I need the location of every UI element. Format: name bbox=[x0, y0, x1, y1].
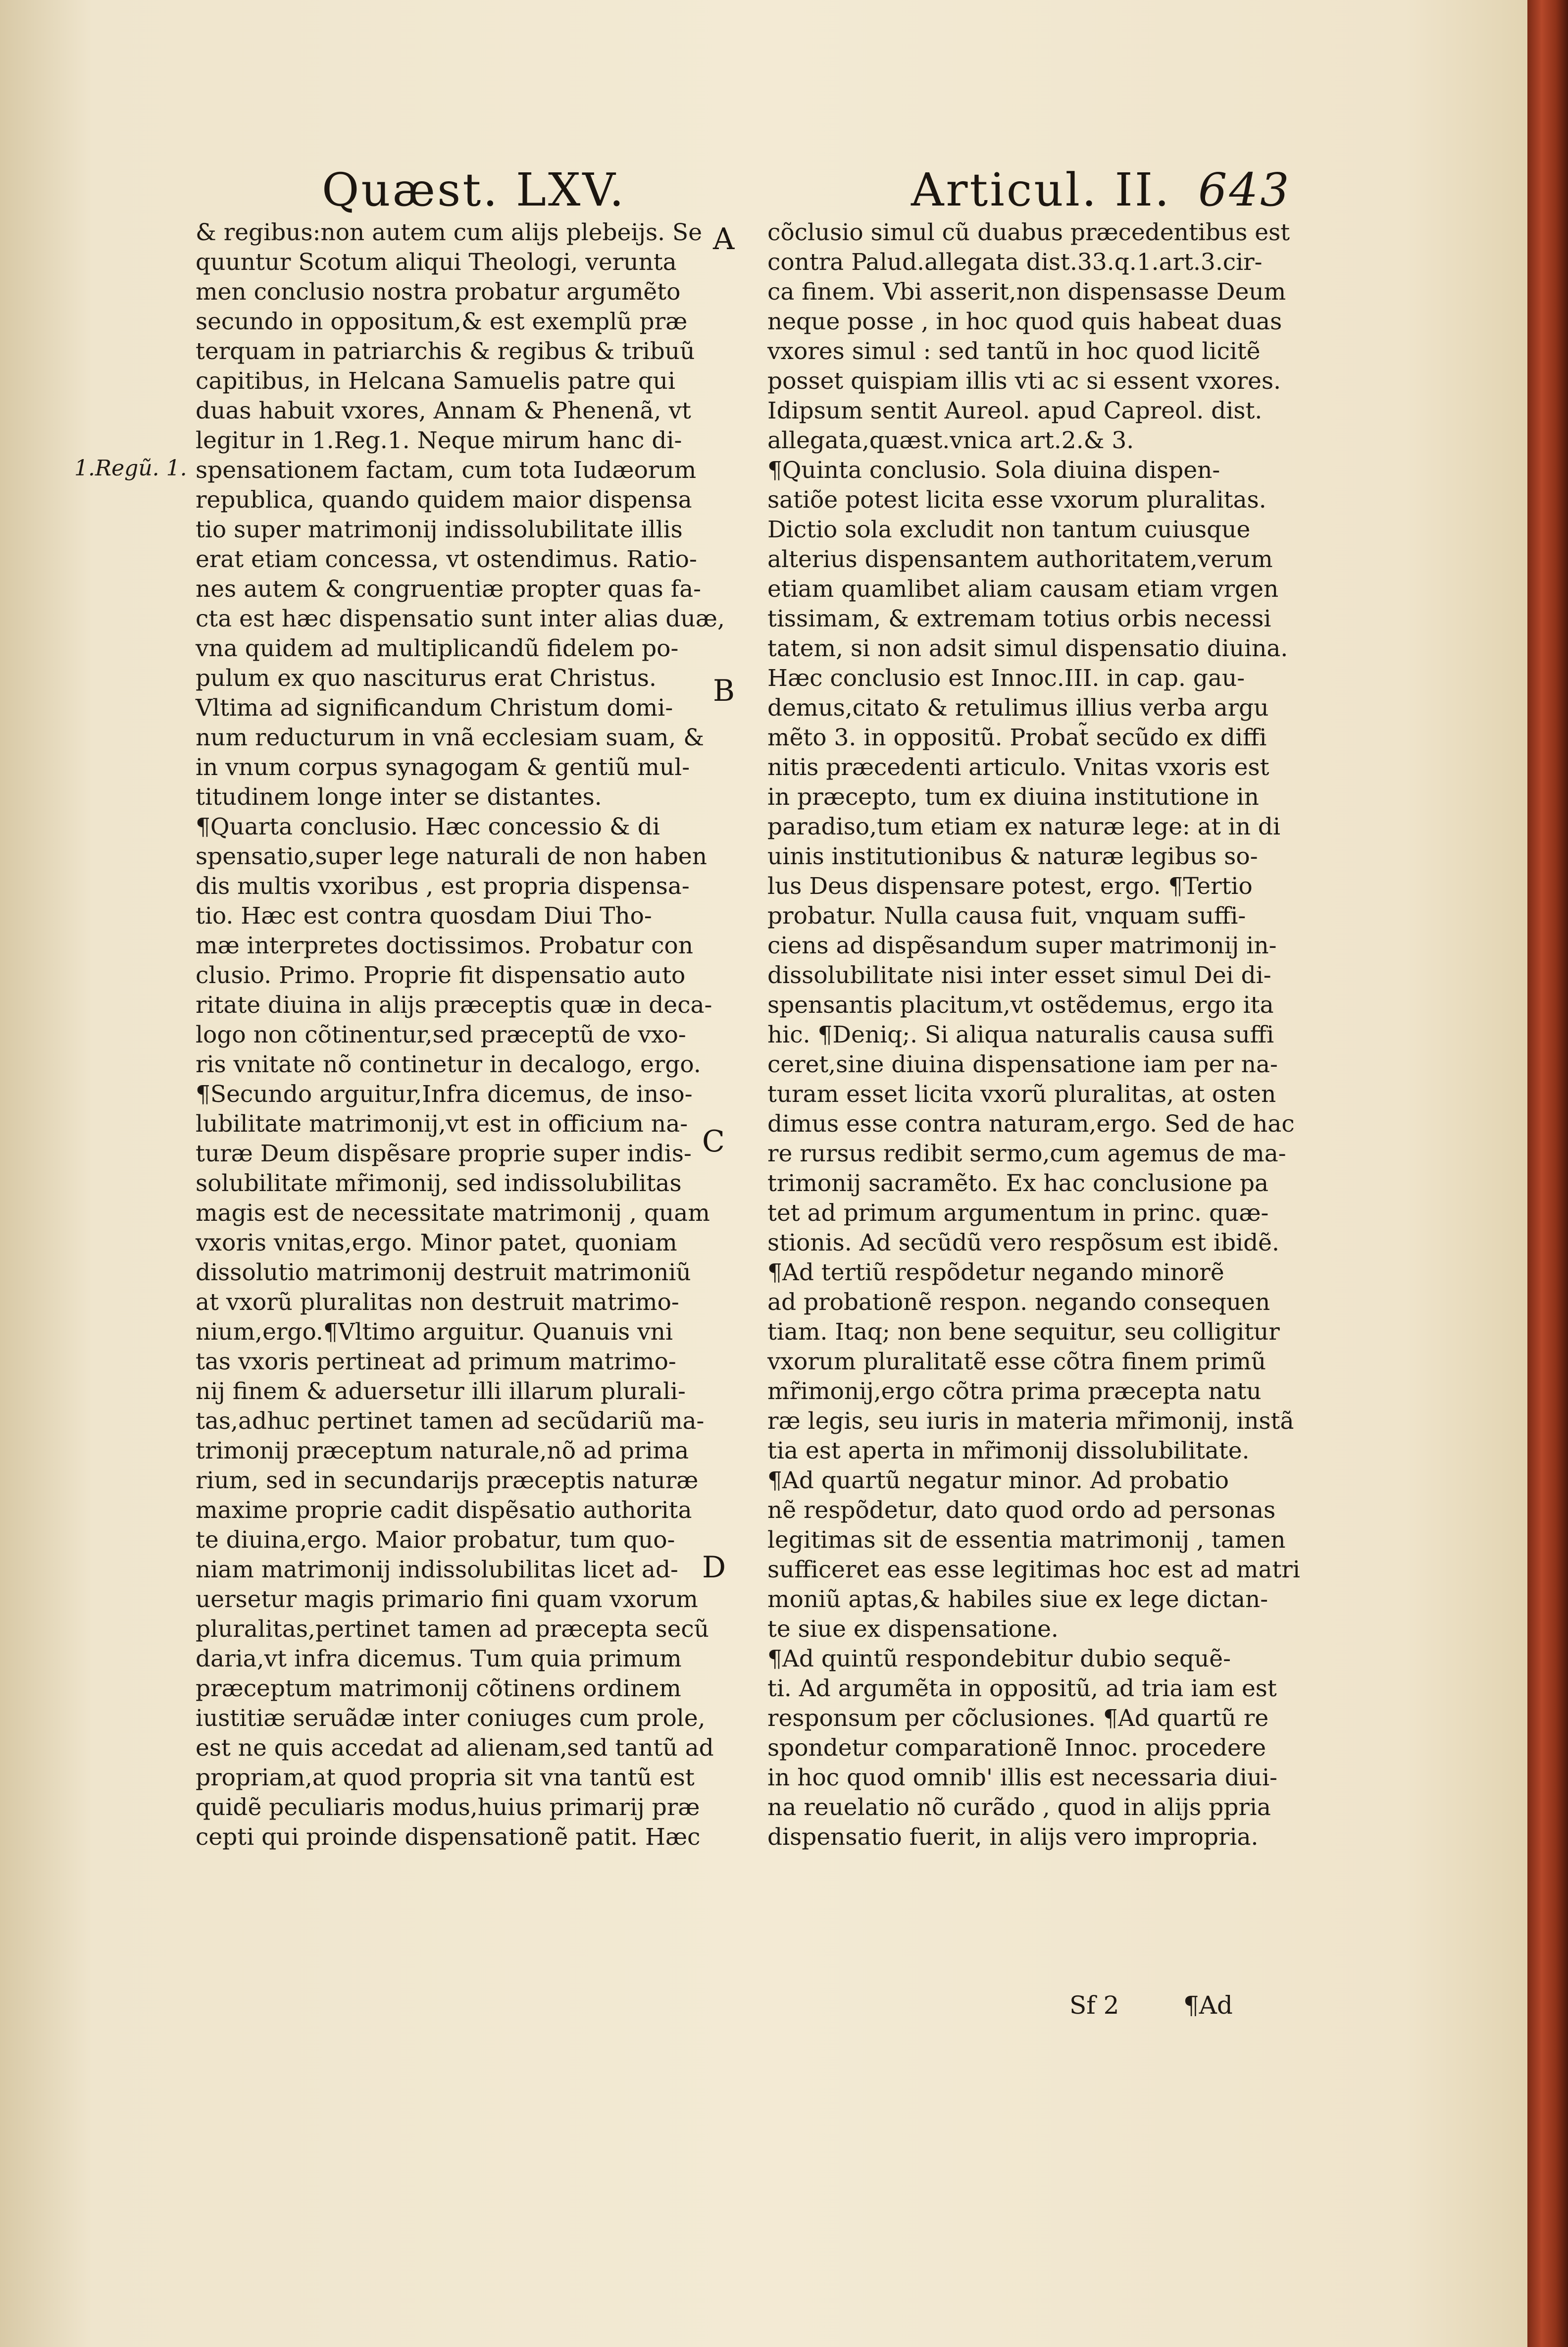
section-marker-b: B bbox=[713, 674, 735, 708]
text-line: terquam in patriarchis & regibus & tribuũ bbox=[196, 338, 695, 365]
text-line: capitibus, in Helcana Samuelis patre qui bbox=[196, 367, 675, 395]
catchword: ¶Ad bbox=[1183, 1991, 1233, 2020]
text-line: iustitiæ seruãdæ inter coniuges cum prole, bbox=[196, 1705, 706, 1732]
text-line: nium,ergo.¶Vltimo arguitur. Quanuis vni bbox=[196, 1318, 673, 1346]
text-line: clusio. Primo. Proprie fit dispensatio auto bbox=[196, 962, 686, 989]
text-line: vxores simul : sed tantũ in hoc quod licitẽ bbox=[767, 338, 1261, 365]
text-line: cepti qui proinde dispensationẽ patit. Hæc bbox=[196, 1824, 701, 1851]
text-line: solubilitate mr̃imonij, sed indissolubilitas bbox=[196, 1170, 682, 1197]
text-line: dis multis vxoribus , est propria dispensa- bbox=[196, 873, 690, 900]
text-line: na reuelatio nõ curãdo , quod in alijs ppria bbox=[767, 1794, 1271, 1821]
text-line: hic. ¶Deniq;. Si aliqua naturalis causa suffi bbox=[767, 1021, 1274, 1048]
text-line: responsum per cõclusiones. ¶Ad quartũ re bbox=[767, 1705, 1269, 1732]
text-line: re rursus redibit sermo,cum agemus de ma- bbox=[767, 1140, 1286, 1167]
text-line: tissimam, & extremam totius orbis necessi bbox=[767, 605, 1271, 632]
text-line: nẽ respõdetur, dato quod ordo ad personas bbox=[767, 1497, 1276, 1524]
text-line: uersetur magis primario fini quam vxorum bbox=[196, 1586, 698, 1613]
text-line: mæ interpretes doctissimos. Probatur con bbox=[196, 932, 693, 959]
text-line: trimonij præceptum naturale,nõ ad prima bbox=[196, 1437, 689, 1464]
page-number: 643 bbox=[1198, 163, 1291, 216]
text-line: ris vnitate nõ continetur in decalogo, ergo. bbox=[196, 1051, 701, 1078]
text-line: neque posse , in hoc quod quis habeat duas bbox=[767, 308, 1282, 335]
text-line: in hoc quod omnib' illis est necessaria diui- bbox=[767, 1764, 1278, 1791]
text-line: contra Palud.allegata dist.33.q.1.art.3.cir- bbox=[767, 249, 1263, 276]
text-line: est ne quis accedat ad alienam,sed tantũ ad bbox=[196, 1734, 714, 1762]
text-line: dissolutio matrimonij destruit matrimoniũ bbox=[196, 1259, 691, 1286]
text-line: stionis. Ad secũdũ vero respõsum est ibidẽ. bbox=[767, 1229, 1279, 1256]
text-line: logo non cõtinentur,sed præceptũ de vxo- bbox=[196, 1021, 686, 1048]
text-line: moniũ aptas,& habiles siue ex lege dictan- bbox=[767, 1586, 1268, 1613]
text-line: quidẽ peculiaris modus,huius primarij præ bbox=[196, 1794, 700, 1821]
text-line: legitimas sit de essentia matrimonij , tamen bbox=[767, 1526, 1286, 1554]
text-line: mẽto 3. in oppositũ. Probat̃ secũdo ex diffi bbox=[767, 724, 1267, 751]
text-line: etiam quamlibet aliam causam etiam vrgen bbox=[767, 575, 1279, 603]
signature-mark: Sf 2 bbox=[1069, 1991, 1119, 2020]
text-line: maxime proprie cadit dispẽsatio authorita bbox=[196, 1497, 692, 1524]
text-line: turæ Deum dispẽsare proprie super indis- bbox=[196, 1140, 692, 1167]
text-line: ritate diuina in alijs præceptis quæ in deca- bbox=[196, 991, 712, 1019]
text-line: uinis institutionibus & naturæ legibus so- bbox=[767, 843, 1258, 870]
running-header-question: Quæst. LXV. bbox=[322, 163, 626, 216]
text-line: ad probationẽ respon. negando consequen bbox=[767, 1289, 1270, 1316]
text-line: tia est aperta in mr̃imonij dissolubilitate. bbox=[767, 1437, 1250, 1464]
text-line: spondetur comparationẽ Innoc. procedere bbox=[767, 1734, 1266, 1762]
text-line: at vxorũ pluralitas non destruit matrimo- bbox=[196, 1289, 679, 1316]
text-line: tiam. Itaq; non bene sequitur, seu colligitur bbox=[767, 1318, 1280, 1346]
text-line: pluralitas,pertinet tamen ad præcepta secũ bbox=[196, 1616, 709, 1643]
text-line: ¶Quinta conclusio. Sola diuina dispen- bbox=[767, 457, 1220, 484]
text-line: in vnum corpus synagogam & gentiũ mul- bbox=[196, 754, 690, 781]
text-line: dispensatio fuerit, in alijs vero impropria. bbox=[767, 1824, 1259, 1851]
text-line: ¶Ad quintũ respondebitur dubio sequẽ- bbox=[767, 1645, 1231, 1672]
text-line: Vltima ad significandum Christum domi- bbox=[196, 694, 673, 722]
text-line: ¶Ad tertiũ respõdetur negando minorẽ bbox=[767, 1259, 1224, 1286]
text-line: satiõe potest licita esse vxorum pluralitas. bbox=[767, 486, 1266, 514]
text-line: titudinem longe inter se distantes. bbox=[196, 783, 602, 811]
section-marker-c: C bbox=[702, 1124, 725, 1159]
section-marker-a: A bbox=[713, 222, 735, 257]
text-line: pulum ex quo nasciturus erat Christus. bbox=[196, 665, 657, 692]
text-line: ca finem. Vbi asserit,non dispensasse Deum bbox=[767, 278, 1286, 306]
text-line: posset quispiam illis vti ac si essent vxores. bbox=[767, 367, 1281, 395]
text-line: ciens ad dispẽsandum super matrimonij in- bbox=[767, 932, 1277, 959]
page-edge-red bbox=[1527, 0, 1568, 2347]
text-line: in præcepto, tum ex diuina institutione in bbox=[767, 783, 1259, 811]
text-line: rium, sed in secundarijs præceptis naturæ bbox=[196, 1467, 699, 1494]
text-line: ræ legis, seu iuris in materia mr̃imonij, instã bbox=[767, 1408, 1294, 1435]
text-line: cõclusio simul cũ duabus præcedentibus est bbox=[767, 219, 1290, 246]
text-line: secundo in oppositum,& est exemplũ præ bbox=[196, 308, 688, 335]
section-marker-d: D bbox=[702, 1550, 726, 1585]
text-line: tet ad primum argumentum in princ. quæ- bbox=[767, 1200, 1269, 1227]
margin-citation: 1.Regũ. 1. bbox=[74, 456, 187, 481]
text-line: turam esset licita vxorũ pluralitas, at osten bbox=[767, 1081, 1276, 1108]
text-line: nitis præcedenti articulo. Vnitas vxoris est bbox=[767, 754, 1269, 781]
text-line: nij finem & aduersetur illi illarum plurali- bbox=[196, 1378, 686, 1405]
text-line: ¶Quarta conclusio. Hæc concessio & di bbox=[196, 813, 660, 840]
text-line: spensantis placitum,vt ostẽdemus, ergo ita bbox=[767, 991, 1274, 1019]
text-line: trimonij sacramẽto. Ex hac conclusione pa bbox=[767, 1170, 1269, 1197]
text-line: tio super matrimonij indissolubilitate illis bbox=[196, 516, 683, 543]
text-line: lubilitate matrimonij,vt est in officium na- bbox=[196, 1110, 688, 1138]
text-line: daria,vt infra dicemus. Tum quia primum bbox=[196, 1645, 682, 1672]
text-line: paradiso,tum etiam ex naturæ lege: at in di bbox=[767, 813, 1281, 840]
text-line: nes autem & congruentiæ propter quas fa- bbox=[196, 575, 702, 603]
text-line: men conclusio nostra probatur argumẽto bbox=[196, 278, 681, 306]
text-line: ¶Ad quartũ negatur minor. Ad probatio bbox=[767, 1467, 1229, 1494]
text-line: ti. Ad argumẽta in oppositũ, ad tria iam est bbox=[767, 1675, 1277, 1702]
text-line: tas,adhuc pertinet tamen ad secũdariũ ma- bbox=[196, 1408, 705, 1435]
text-line: Idipsum sentit Aureol. apud Capreol. dist. bbox=[767, 397, 1263, 424]
text-line: te siue ex dispensatione. bbox=[767, 1616, 1059, 1643]
text-line: legitur in 1.Reg.1. Neque mirum hanc di- bbox=[196, 427, 682, 454]
text-line: & regibus:non autem cum alijs plebeijs. Se bbox=[196, 219, 703, 246]
text-line: num reducturum in vnã ecclesiam suam, & bbox=[196, 724, 705, 751]
text-line: demus,citato & retulimus illius verba argu bbox=[767, 694, 1269, 722]
text-line: mr̃imonij,ergo cõtra prima præcepta natu bbox=[767, 1378, 1262, 1405]
text-line: spensatio,super lege naturali de non haben bbox=[196, 843, 707, 870]
text-line: Dictio sola excludit non tantum cuiusque bbox=[767, 516, 1251, 543]
right-text-column bbox=[767, 218, 1300, 1852]
text-line: tas vxoris pertineat ad primum matrimo- bbox=[196, 1348, 676, 1375]
left-text-column bbox=[196, 218, 725, 1852]
text-line: republica, quando quidem maior dispensa bbox=[196, 486, 692, 514]
text-line: præceptum matrimonij cõtinens ordinem bbox=[196, 1675, 681, 1702]
text-line: dimus esse contra naturam,ergo. Sed de hac bbox=[767, 1110, 1295, 1138]
text-line: vna quidem ad multiplicandũ fidelem po- bbox=[196, 635, 679, 662]
text-line: spensationem factam, cum tota Iudæorum bbox=[196, 457, 697, 484]
text-line: sufficeret eas esse legitimas hoc est ad matri bbox=[767, 1556, 1300, 1583]
text-line: cta est hæc dispensatio sunt inter alias duæ, bbox=[196, 605, 725, 632]
text-line: lus Deus dispensare potest, ergo. ¶Tertio bbox=[767, 873, 1253, 900]
text-line: quuntur Scotum aliqui Theologi, verunta bbox=[196, 249, 677, 276]
text-line: duas habuit vxores, Annam & Phenenã, vt bbox=[196, 397, 691, 424]
text-line: ¶Secundo arguitur,Infra dicemus, de inso- bbox=[196, 1081, 693, 1108]
text-line: allegata,quæst.vnica art.2.& 3. bbox=[767, 427, 1134, 454]
text-line: niam matrimonij indissolubilitas licet ad- bbox=[196, 1556, 678, 1583]
running-header-article: Articul. II. bbox=[911, 163, 1171, 216]
text-line: Hæc conclusio est Innoc.III. in cap. gau- bbox=[767, 665, 1245, 692]
text-line: erat etiam concessa, vt ostendimus. Ratio- bbox=[196, 546, 697, 573]
text-line: vxoris vnitas,ergo. Minor patet, quoniam bbox=[196, 1229, 677, 1256]
text-line: dissolubilitate nisi inter esset simul Dei di- bbox=[767, 962, 1271, 989]
text-line: te diuina,ergo. Maior probatur, tum quo- bbox=[196, 1526, 675, 1554]
text-line: vxorum pluralitatẽ esse cõtra finem primũ bbox=[767, 1348, 1266, 1375]
text-line: ceret,sine diuina dispensatione iam per na- bbox=[767, 1051, 1278, 1078]
text-line: magis est de necessitate matrimonij , quam bbox=[196, 1200, 710, 1227]
text-line: tio. Hæc est contra quosdam Diui Tho- bbox=[196, 902, 652, 930]
text-line: alterius dispensantem authoritatem,verum bbox=[767, 546, 1273, 573]
text-line: probatur. Nulla causa fuit, vnquam suffi- bbox=[767, 902, 1246, 930]
text-line: tatem, si non adsit simul dispensatio diuina. bbox=[767, 635, 1288, 662]
text-line: propriam,at quod propria sit vna tantũ est bbox=[196, 1764, 695, 1791]
